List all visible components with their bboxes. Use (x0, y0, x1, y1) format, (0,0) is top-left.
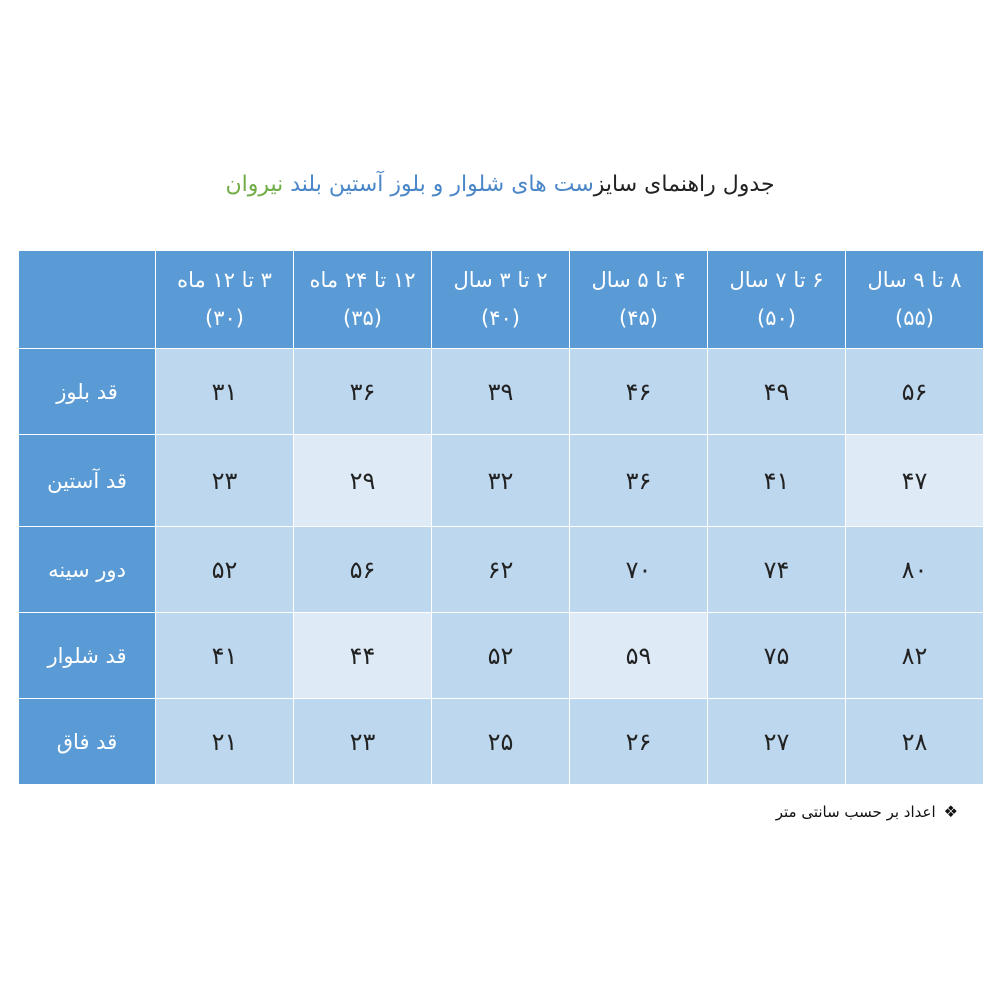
column-header (570, 251, 708, 349)
table-body (19, 349, 984, 785)
table-cell: ۶۲ (432, 527, 570, 613)
table-cell: ۴۱ (156, 613, 294, 699)
row-label: دور سینه (19, 527, 156, 613)
column-header-age: ۲ تا ۳ سال (453, 268, 548, 293)
page-title (0, 172, 1000, 197)
table-row (19, 349, 984, 435)
table-cell: ۲۷ (708, 699, 846, 785)
table-cell: ۷۴ (708, 527, 846, 613)
row-label: قد بلوز (19, 349, 156, 435)
table-cell: ۷۰ (570, 527, 708, 613)
column-header-size: (۳۰) (205, 305, 244, 330)
row-label: قد شلوار (19, 613, 156, 699)
column-header-age: ۴ تا ۵ سال (591, 268, 686, 293)
table-cell: ۲۸ (846, 699, 984, 785)
row-label: قد آستین (19, 435, 156, 527)
size-chart-table (18, 250, 984, 785)
column-header-size: (۵۰) (757, 305, 796, 330)
column-header (432, 251, 570, 349)
header-row (19, 251, 984, 349)
table-cell: ۲۳ (156, 435, 294, 527)
table-cell: ۵۲ (432, 613, 570, 699)
table-cell: ۴۴ (294, 613, 432, 699)
table-row (19, 435, 984, 527)
table-cell: ۲۹ (294, 435, 432, 527)
table-cell: ۲۳ (294, 699, 432, 785)
column-header-age: ۳ تا ۱۲ ماه (177, 268, 272, 293)
table-cell: ۵۲ (156, 527, 294, 613)
table-cell: ۳۶ (570, 435, 708, 527)
column-header-size: (۴۰) (481, 305, 520, 330)
table-cell: ۳۹ (432, 349, 570, 435)
table-row (19, 699, 984, 785)
table-cell: ۵۹ (570, 613, 708, 699)
table-cell: ۴۷ (846, 435, 984, 527)
column-header (156, 251, 294, 349)
table-cell: ۳۶ (294, 349, 432, 435)
table-cell: ۵۶ (294, 527, 432, 613)
title-part-brand: نیروان (225, 172, 284, 197)
table-row (19, 613, 984, 699)
table-cell: ۴۱ (708, 435, 846, 527)
column-header-size: (۴۵) (619, 305, 658, 330)
column-header-size: (۵۵) (895, 305, 934, 330)
column-header-age: ۶ تا ۷ سال (729, 268, 824, 293)
column-header-age: ۸ تا ۹ سال (867, 268, 962, 293)
table-cell: ۲۱ (156, 699, 294, 785)
table-cell: ۸۲ (846, 613, 984, 699)
table-cell: ۲۶ (570, 699, 708, 785)
table-cell: ۴۶ (570, 349, 708, 435)
title-part-guide: جدول راهنمای سایز (593, 172, 775, 197)
measurement-note (776, 802, 958, 821)
table-cell: ۳۱ (156, 349, 294, 435)
table-cell: ۴۹ (708, 349, 846, 435)
table-cell: ۸۰ (846, 527, 984, 613)
row-label: قد فاق (19, 699, 156, 785)
table-cell: ۵۶ (846, 349, 984, 435)
title-part-product: ست های شلوار و بلوز آستین بلند (290, 172, 594, 197)
column-header-age: ۱۲ تا ۲۴ ماه (309, 268, 416, 293)
column-header-size: (۳۵) (343, 305, 382, 330)
column-header (294, 251, 432, 349)
corner-cell (19, 251, 156, 349)
diamond-bullet-icon: ❖ (943, 802, 958, 821)
column-header (708, 251, 846, 349)
table-cell: ۲۵ (432, 699, 570, 785)
table-cell: ۷۵ (708, 613, 846, 699)
column-header (846, 251, 984, 349)
table-cell: ۳۲ (432, 435, 570, 527)
table-row (19, 527, 984, 613)
note-text: اعداد بر حسب سانتی متر (775, 803, 936, 821)
